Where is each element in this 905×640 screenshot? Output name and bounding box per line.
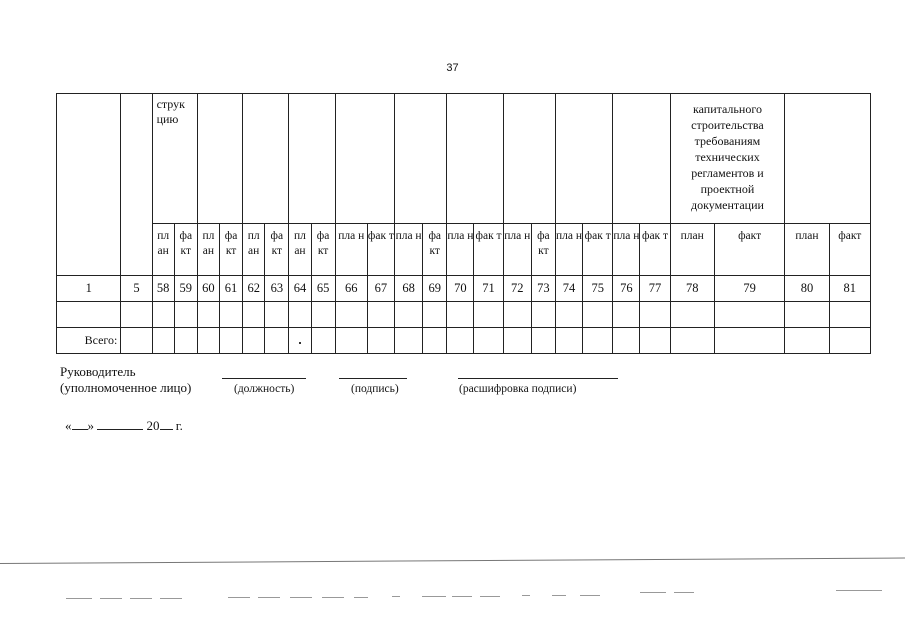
header-cell-structure	[152, 94, 197, 224]
sub-header-cell: пл ан	[197, 224, 219, 276]
column-number-cell: 76	[613, 276, 640, 302]
total-cell	[531, 328, 555, 354]
sub-header-cell: пл ан	[152, 224, 174, 276]
column-number-cell: 59	[174, 276, 197, 302]
scan-dash	[836, 590, 882, 591]
data-cell	[531, 302, 555, 328]
column-number-cell: 73	[531, 276, 555, 302]
total-cell	[289, 328, 311, 354]
scan-dash	[160, 598, 182, 599]
structure-caption: струк цию	[156, 97, 185, 126]
signature-block	[60, 364, 700, 404]
header-row-top	[57, 94, 871, 224]
sub-header-cell: фа кт	[265, 224, 289, 276]
total-cell	[714, 328, 784, 354]
page-bottom-line	[0, 557, 905, 564]
column-number-cell: 74	[555, 276, 582, 302]
total-cell	[447, 328, 474, 354]
total-cell	[219, 328, 242, 354]
data-cell	[423, 302, 447, 328]
data-cell	[335, 302, 367, 328]
column-number-cell: 75	[583, 276, 613, 302]
column-number-cell: 69	[423, 276, 447, 302]
header-cell-group	[555, 94, 612, 224]
total-cell	[152, 328, 174, 354]
total-cell	[395, 328, 423, 354]
total-cell	[503, 328, 531, 354]
total-cell	[174, 328, 197, 354]
scan-dash	[522, 595, 530, 596]
total-cell	[829, 328, 870, 354]
data-cell	[121, 302, 152, 328]
scan-dash	[228, 597, 250, 598]
sub-header-cell: пла н	[335, 224, 367, 276]
data-cell	[197, 302, 219, 328]
header-cell-group	[395, 94, 447, 224]
header-cell-group	[503, 94, 555, 224]
scan-dash	[392, 596, 400, 597]
total-cell	[640, 328, 670, 354]
header-cell-group	[335, 94, 394, 224]
sub-header-cell: фак т	[640, 224, 670, 276]
header-cell-col2	[121, 94, 152, 276]
scan-dash	[290, 597, 312, 598]
data-cell	[219, 302, 242, 328]
total-cell	[265, 328, 289, 354]
sub-header-cell: план	[670, 224, 714, 276]
decode-line	[458, 378, 618, 379]
header-cell-group	[613, 94, 670, 224]
sub-header-cell: план	[785, 224, 829, 276]
sub-header-cell: пла н	[447, 224, 474, 276]
data-cell	[243, 302, 265, 328]
data-cell	[367, 302, 394, 328]
data-cell	[57, 302, 121, 328]
page-number: 37	[446, 62, 459, 74]
total-cell	[555, 328, 582, 354]
total-cell	[423, 328, 447, 354]
header-cell-capital-construction	[670, 94, 785, 224]
data-cell	[503, 302, 531, 328]
sub-header-cell: фак т	[474, 224, 503, 276]
empty-data-row	[57, 302, 871, 328]
sub-header-cell: пла н	[503, 224, 531, 276]
sub-header-cell: пла н	[555, 224, 582, 276]
ink-dot	[299, 342, 301, 344]
header-cell-group	[197, 94, 242, 224]
close-quote: »	[87, 418, 94, 433]
year-blank	[160, 417, 173, 430]
date-line	[65, 417, 183, 434]
sub-header-cell: фа кт	[423, 224, 447, 276]
sub-header-cell: фак т	[367, 224, 394, 276]
total-cell	[121, 328, 152, 354]
scan-dash	[552, 595, 566, 596]
data-cell	[289, 302, 311, 328]
data-cell	[613, 302, 640, 328]
scan-dash	[100, 598, 122, 599]
data-cell	[311, 302, 335, 328]
data-cell	[640, 302, 670, 328]
column-number-cell: 72	[503, 276, 531, 302]
month-blank	[97, 417, 143, 430]
header-cell-group	[785, 94, 871, 224]
data-cell	[785, 302, 829, 328]
column-number-cell: 61	[219, 276, 242, 302]
column-number-cell: 65	[311, 276, 335, 302]
scan-dash	[322, 597, 344, 598]
head-label: Руководитель	[60, 364, 136, 379]
data-cell	[447, 302, 474, 328]
decode-caption: (расшифровка подписи)	[459, 383, 577, 395]
day-blank	[72, 417, 88, 430]
data-cell	[395, 302, 423, 328]
header-cell-group	[447, 94, 503, 224]
capital-construction-caption: капитального строительства требованиям технических регламентов и проектной документации	[690, 102, 764, 212]
total-cell	[474, 328, 503, 354]
total-cell	[335, 328, 367, 354]
scan-dash	[452, 596, 472, 597]
column-number-cell: 80	[785, 276, 829, 302]
scan-dash	[354, 597, 368, 598]
scan-dash	[640, 592, 666, 593]
scan-dash	[480, 596, 500, 597]
column-number-cell: 67	[367, 276, 394, 302]
column-number-cell: 79	[714, 276, 784, 302]
column-number-cell: 5	[121, 276, 152, 302]
total-row	[57, 328, 871, 354]
column-number-cell: 1	[57, 276, 121, 302]
column-number-cell: 63	[265, 276, 289, 302]
total-cell	[367, 328, 394, 354]
sub-header-cell: фа кт	[311, 224, 335, 276]
column-number-cell: 66	[335, 276, 367, 302]
total-cell	[583, 328, 613, 354]
total-cell	[613, 328, 640, 354]
year-suffix: г.	[175, 418, 183, 433]
position-caption: (должность)	[234, 383, 295, 395]
column-number-cell: 68	[395, 276, 423, 302]
data-cell	[474, 302, 503, 328]
sub-header-cell: пла н	[395, 224, 423, 276]
sub-header-cell: фа кт	[219, 224, 242, 276]
column-number-row	[57, 276, 871, 302]
position-line	[222, 378, 306, 379]
total-cell	[197, 328, 219, 354]
column-number-cell: 77	[640, 276, 670, 302]
data-cell	[174, 302, 197, 328]
header-cell-col1	[57, 94, 121, 276]
signature-line	[339, 378, 407, 379]
total-label: Всего:	[57, 328, 121, 354]
signature-caption: (подпись)	[351, 383, 399, 395]
sub-header-cell: пла н	[613, 224, 640, 276]
total-cell	[311, 328, 335, 354]
sub-header-cell: фа кт	[531, 224, 555, 276]
data-cell	[555, 302, 582, 328]
scan-dash	[66, 598, 92, 599]
open-quote: «	[65, 418, 72, 433]
sub-header-cell: факт	[714, 224, 784, 276]
data-cell	[265, 302, 289, 328]
data-cell	[670, 302, 714, 328]
data-cell	[152, 302, 174, 328]
data-cell	[583, 302, 613, 328]
column-number-cell: 64	[289, 276, 311, 302]
sub-header-cell: фак т	[583, 224, 613, 276]
column-number-cell: 60	[197, 276, 219, 302]
report-table	[56, 93, 871, 354]
sub-header-cell: фа кт	[174, 224, 197, 276]
column-number-cell: 81	[829, 276, 870, 302]
column-number-cell: 78	[670, 276, 714, 302]
total-cell	[670, 328, 714, 354]
header-cell-group	[243, 94, 289, 224]
header-cell-group	[289, 94, 335, 224]
scan-dash	[422, 596, 446, 597]
year-prefix: 20	[146, 418, 160, 433]
column-number-cell: 62	[243, 276, 265, 302]
data-cell	[714, 302, 784, 328]
data-cell	[829, 302, 870, 328]
column-number-cell: 71	[474, 276, 503, 302]
authorized-person-label: (уполномоченное лицо)	[60, 380, 192, 395]
column-number-cell: 70	[447, 276, 474, 302]
scan-dash	[130, 598, 152, 599]
scan-dash	[674, 592, 694, 593]
header-row-plan-fact	[57, 224, 871, 276]
sub-header-cell: пл ан	[289, 224, 311, 276]
column-number-cell: 58	[152, 276, 174, 302]
scan-dash	[580, 595, 600, 596]
sub-header-cell: факт	[829, 224, 870, 276]
total-cell	[785, 328, 829, 354]
scan-dash	[258, 597, 280, 598]
sub-header-cell: пл ан	[243, 224, 265, 276]
total-cell	[243, 328, 265, 354]
